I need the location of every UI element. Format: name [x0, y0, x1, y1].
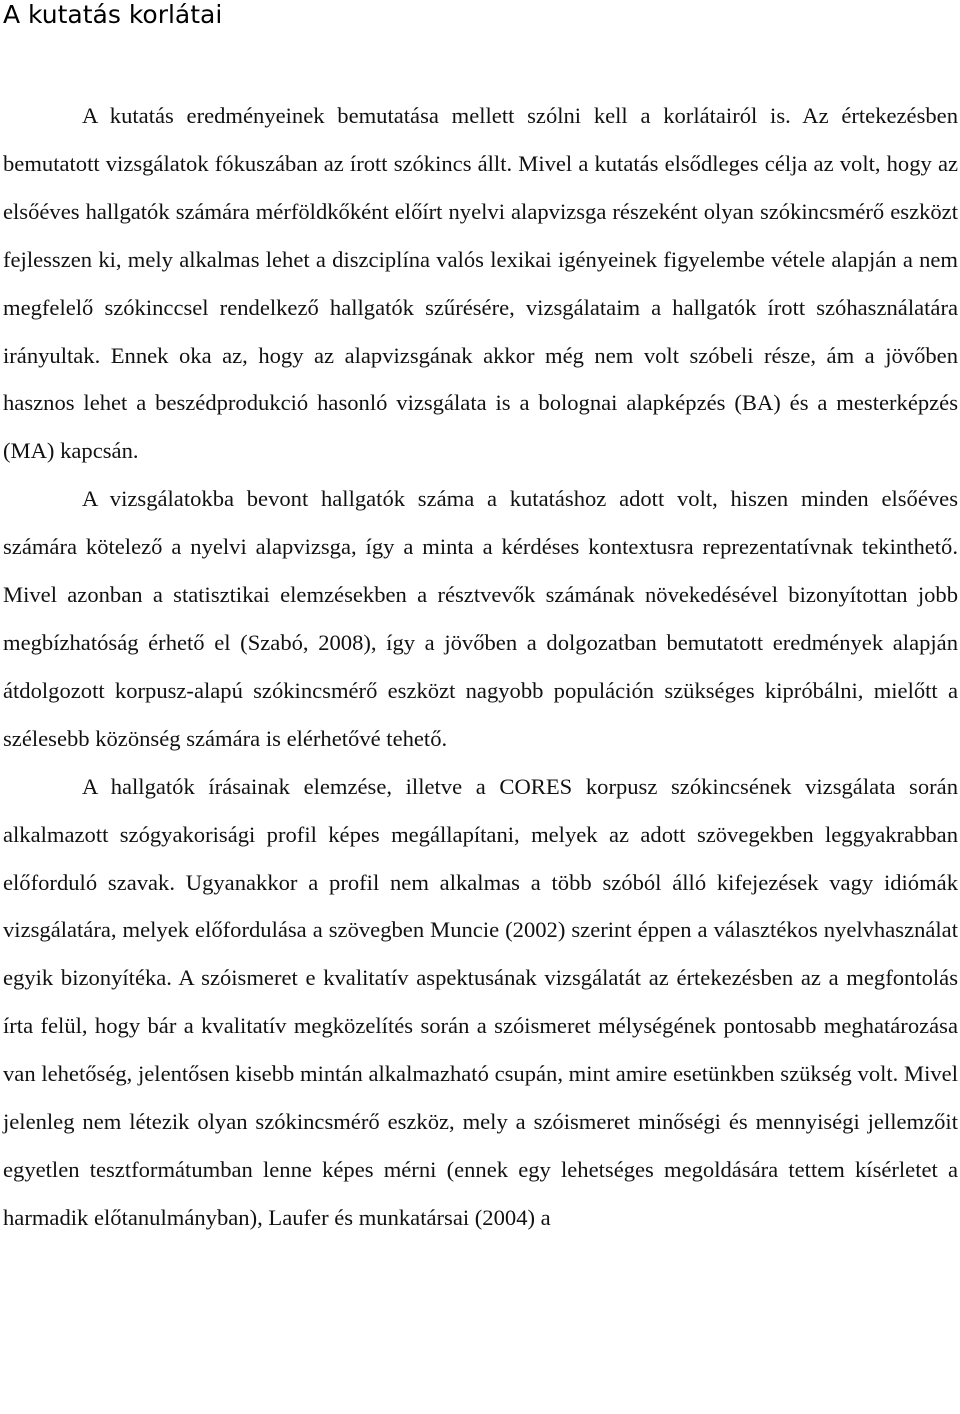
paragraph-2: A vizsgálatokba bevont hallgatók száma a kutatáshoz adott volt, hiszen minden elsőéves számára kötelező a nyelvi alapvizsga, így a minta a kérdéses kontextusra reprezentatívnak tekinthető. Mivel azonban a statisztikai elemzésekben a résztvevők számának növekedésével bizonyítottan jobb megbízhatóság érhető el (Szabó, 2008), így a jövőben a dolgozatban bemutatott eredmények alapján átdolgozott korpusz-alapú szókincsmérő eszközt nagyobb populáción szükséges kipróbálni, mielőtt a szélesebb közönség számára is elérhetővé tehető. — [3, 486, 958, 751]
body-text — [3, 92, 958, 1242]
section-heading: A kutatás korlátai — [3, 0, 223, 29]
paragraph-3: A hallgatók írásainak elemzése, illetve a CORES korpusz szókincsének vizsgálata során alkalmazott szógyakorisági profil képes megállapítani, melyek az adott szövegekben leggyakrabban előforduló szavak. Ugyanakkor a profil nem alkalmas a több szóból álló kifejezések vagy idiómák vizsgálatára, melyek előfordulása a szövegben Muncie (2002) szerint éppen a választékos nyelvhasználat egyik bizonyítéka. A szóismeret e kvalitatív aspektusának vizsgálatát az értekezésben az a megfontolás írta felül, hogy bár a kvalitatív megközelítés során a szóismeret mélységének pontosabb meghatározása van lehetőség, jelentősen kisebb mintán alkalmazható csupán, mint amire esetünkben szükség volt. Mivel jelenleg nem létezik olyan szókincsmérő eszköz, mely a szóismeret minőségi és mennyiségi jellemzőit egyetlen tesztformátumban lenne képes mérni (ennek egy lehetséges megoldására tettem kísérletet a harmadik előtanulmányban), Laufer és munkatársai (2004) a — [3, 773, 958, 1230]
paragraph-1: A kutatás eredményeinek bemutatása mellett szólni kell a korlátairól is. Az értekezésben bemutatott vizsgálatok fókuszában az írott szókincs állt. Mivel a kutatás elsődleges célja az volt, hogy az elsőéves hallgatók számára mérföldkőként előírt nyelvi alapvizsga részeként olyan szókincsmérő eszközt fejlesszen ki, mely alkalmas lehet a diszciplína valós lexikai igényeinek figyelembe vétele alapján a nem megfelelő szókinccsel rendelkező hallgatók szűrésére, vizsgálataim a hallgatók írott szóhasználatára irányultak. Ennek oka az, hogy az alapvizsgának akkor még nem volt szóbeli része, ám a jövőben hasznos lehet a beszédprodukció hasonló vizsgálata is a bolognai alapképzés (BA) és a mesterképzés (MA) kapcsán. — [3, 103, 958, 464]
